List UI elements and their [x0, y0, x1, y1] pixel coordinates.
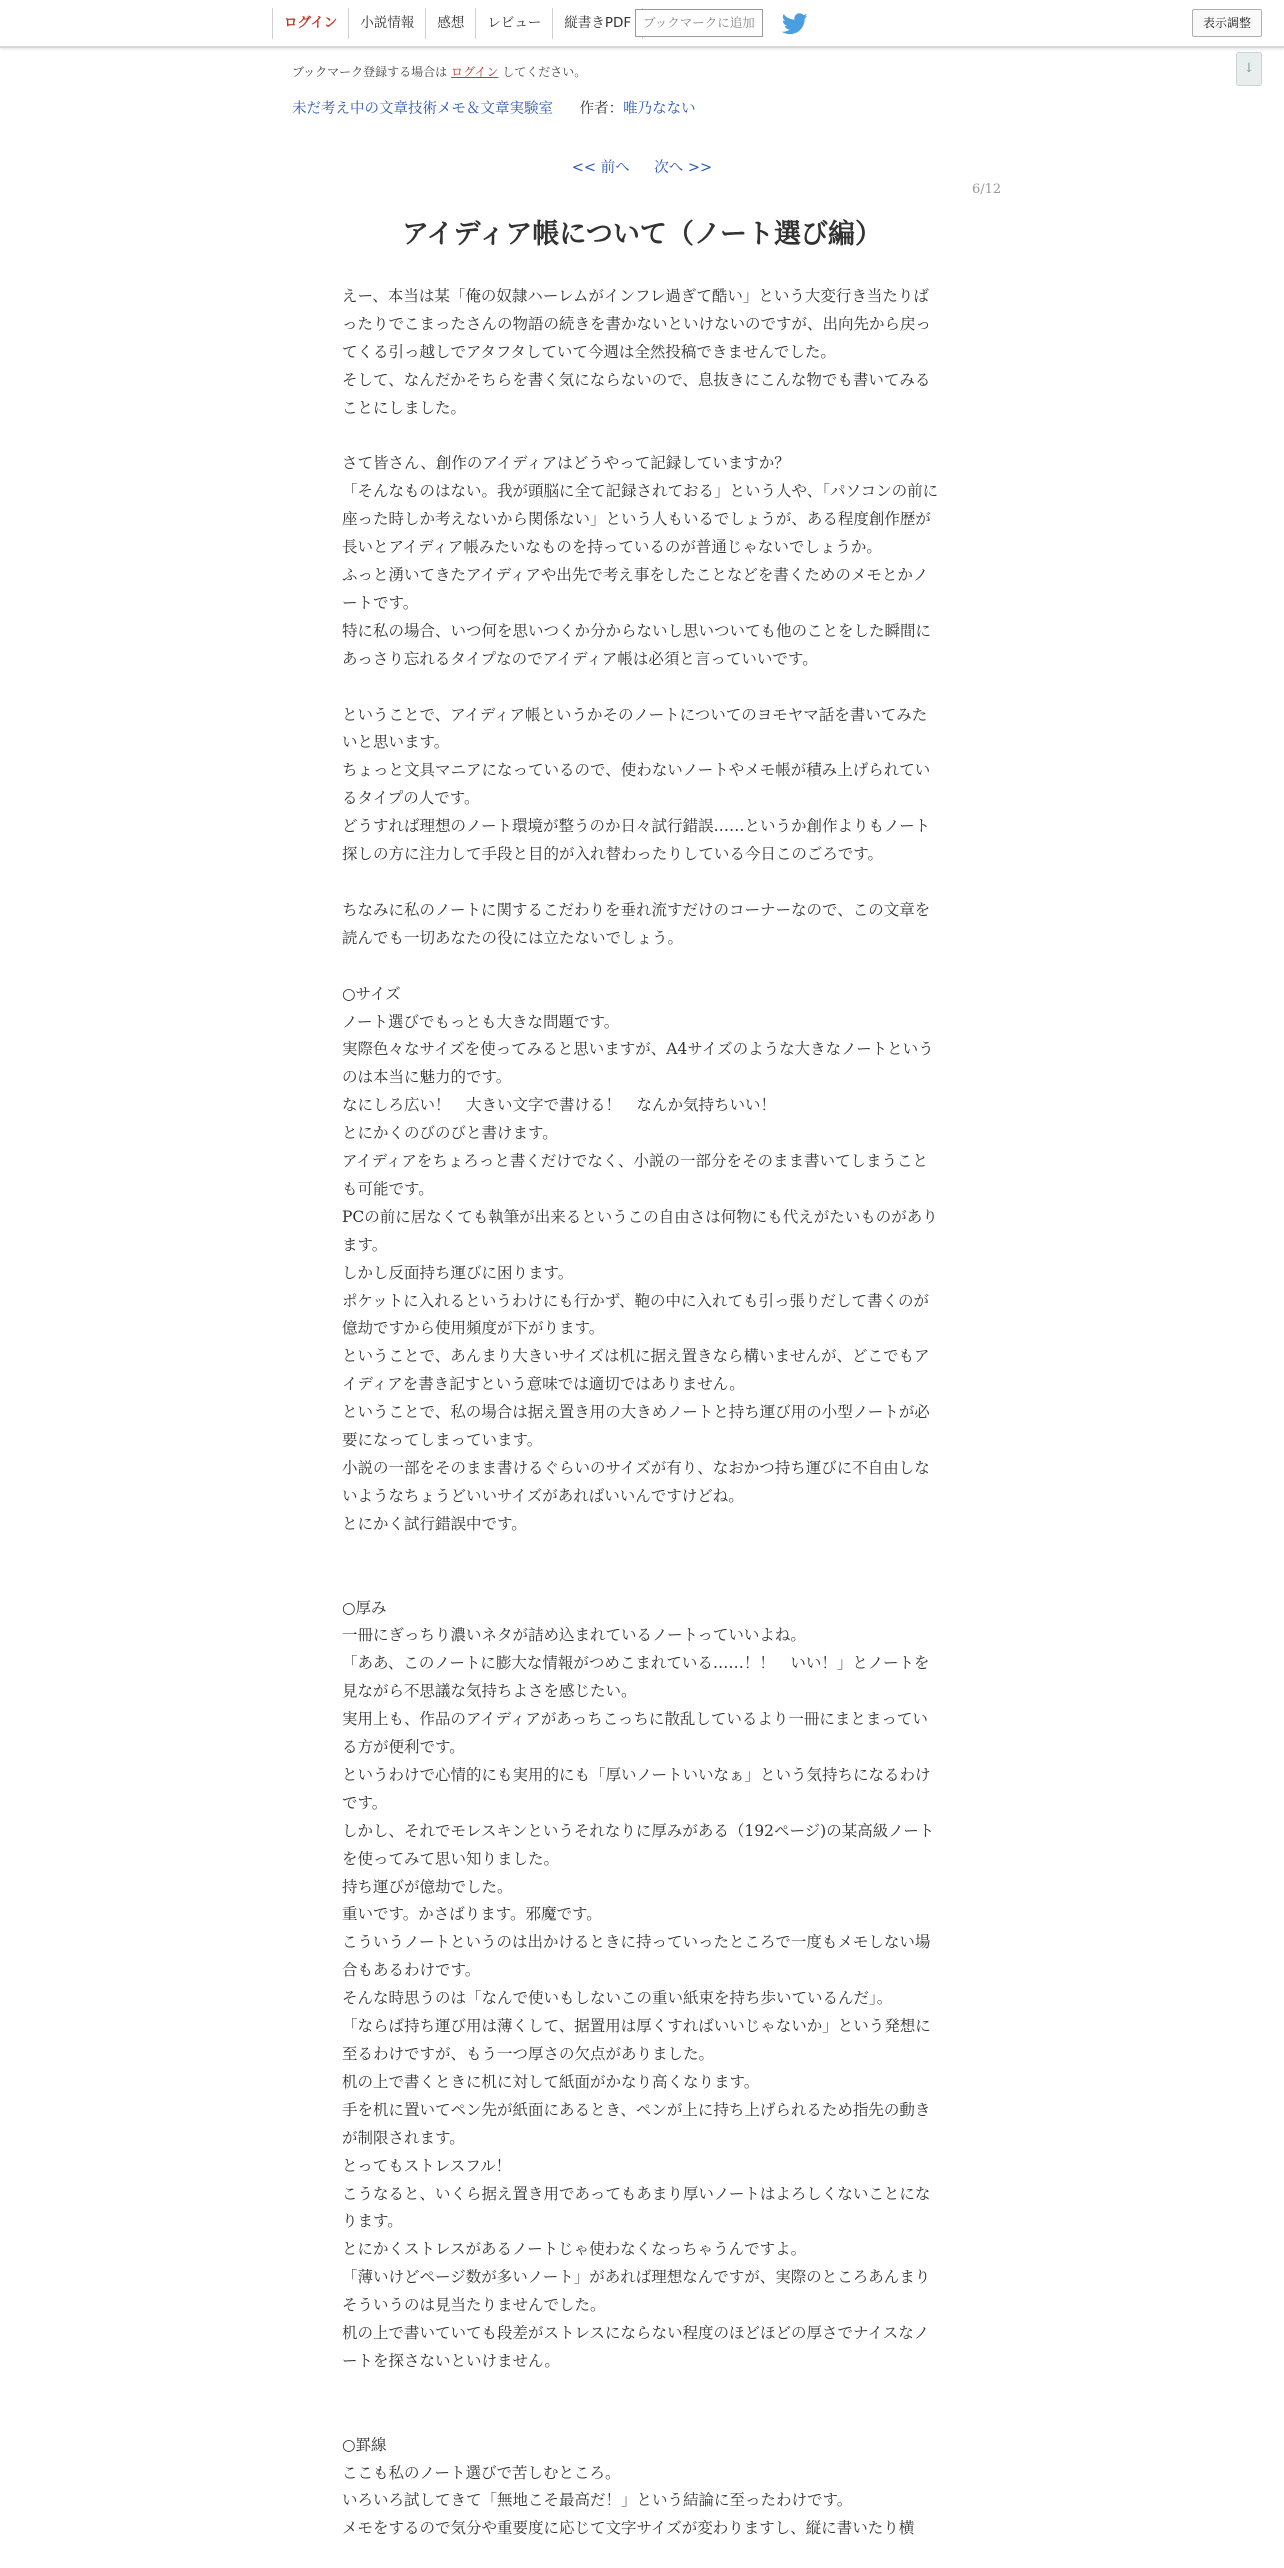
- body-paragraph: ここも私のノート選びで苦しむところ。: [342, 2463, 621, 2482]
- body-paragraph: ちなみに私のノートに関するこだわりを垂れ流すだけのコーナーなので、この文章を読んでも一切あなたの役には立たないでしょう。: [342, 900, 931, 947]
- blank-line: [342, 869, 942, 897]
- body-paragraph: 一冊にぎっちり濃いネタが詰め込まれているノートっていいよね。: [342, 1626, 806, 1645]
- body-paragraph: とにかくストレスがあるノートじゃ使わなくなっちゃうんですよ。: [342, 2240, 807, 2259]
- body-paragraph: こうなると、いくら据え置き用であってもあまり厚いノートはよろしくないことになります。: [342, 2184, 931, 2231]
- body-paragraph: いろいろ試してきて「無地こそ最高だ！」という結論に至ったわけです。: [342, 2491, 853, 2510]
- body-paragraph: どうすれば理想のノート環境が整うのか日々試行錯誤……というか創作よりもノート探しの方に注力して手段と目的が入れ替わったりしている今日このごろです。: [342, 817, 931, 864]
- body-paragraph: ○サイズ: [342, 984, 401, 1003]
- body-paragraph: 「薄いけどページ数が多いノート」があれば理想なんですが、実際のところあんまりそういうのは見当たりませんでした。: [342, 2268, 931, 2315]
- body-paragraph: とにかく試行錯誤中です。: [342, 1514, 527, 1533]
- chapter-count: 6/12: [972, 182, 1002, 197]
- body-paragraph: しかし、それでモレスキンというそれなりに厚みがある（192ページ)の某高級ノートを使ってみて思い知りました。: [342, 1821, 935, 1868]
- body-paragraph: 手を机に置いてペン先が紙面にあるとき、ペンが上に持ち上げられるため指先の動きが制限されます。: [342, 2100, 931, 2147]
- body-paragraph: 実際色々なサイズを使ってみると思いますが、A4サイズのような大きなノートというのは本当に魅力的です。: [342, 1040, 934, 1087]
- body-paragraph: 持ち運びが億劫でした。: [342, 1877, 513, 1896]
- nav-review[interactable]: レビュー: [475, 8, 552, 39]
- body-paragraph: ということで、あんまり大きいサイズは机に据え置きなら構いませんが、どこでもアイディアを書き記すという意味では適切ではありません。: [342, 1347, 930, 1394]
- bookmark-notice-suffix: してください。: [502, 65, 587, 79]
- display-settings-button[interactable]: 表示調整: [1192, 9, 1262, 37]
- blank-line: [342, 2404, 942, 2432]
- body-paragraph: ちょっと文具マニアになっているので、使わないノートやメモ帳が積み上げられているタイプの人です。: [342, 761, 931, 808]
- twitter-icon[interactable]: [782, 13, 808, 35]
- blank-line: [342, 1567, 942, 1595]
- body-paragraph: なにしろ広い！ 大きい文字で書ける！ なんか気持ちいい！: [342, 1096, 777, 1115]
- scroll-down-button[interactable]: ↓: [1236, 52, 1262, 86]
- body-paragraph: ふっと湧いてきたアイディアや出先で考え事をしたことなどを書くためのメモとかノートです。: [342, 566, 929, 612]
- body-paragraph: しかし反面持ち運びに困ります。: [342, 1263, 574, 1282]
- body-paragraph: えー、本当は某「俺の奴隷ハーレムがインフレ過ぎて酷い」という大変行き当たりばったりでこまったさんの物語の続きを書かないといけないのですが、出向先から戻ってくる引っ越しでアタフタしていて今週は全然投稿できませんでした。: [342, 287, 932, 361]
- body-paragraph: 「そんなものはない。我が頭脳に全て記録されておる」という人や、「パソコンの前に座った時しか考えないから関係ない」という人もいるでしょうが、ある程度創作歴が長いとアイディア帳みたいなものを持っているのが普通じゃないでしょうか。: [342, 482, 939, 557]
- body-paragraph: ○罫線: [342, 2435, 387, 2454]
- body-paragraph: ○厚み: [342, 1598, 387, 1617]
- body-paragraph: 小説の一部をそのまま書けるぐらいのサイズが有り、なおかつ持ち運びに不自由しないようなちょうどいいサイズがあればいいんですけどね。: [342, 1459, 930, 1505]
- bookmark-login-notice: [292, 63, 586, 80]
- blank-line: [342, 423, 942, 451]
- nav-impressions[interactable]: 感想: [425, 8, 475, 39]
- chapter-pager: [0, 156, 1284, 177]
- body-paragraph: そして、なんだかそちらを書く気にならないので、息抜きにこんな物でも書いてみることにしました。: [342, 370, 931, 417]
- body-paragraph: PCの前に居なくても執筆が出来るというこの自由さは何物にも代えがたいものがあります。: [342, 1207, 938, 1254]
- blank-line: [342, 2376, 942, 2404]
- nav-novel-info[interactable]: 小説情報: [348, 8, 425, 39]
- body-paragraph: とにかくのびのびと書けます。: [342, 1124, 558, 1143]
- body-paragraph: 実用上も、作品のアイディアがあっちこっちに散乱しているより一冊にまとまっている方が便利です。: [342, 1710, 928, 1757]
- body-paragraph: 「ならば持ち運び用は薄くして、据置用は厚くすればいいじゃないか」という発想に至るわけですが、もう一つ厚さの欠点がありました。: [342, 2017, 931, 2063]
- body-paragraph: ということで、アイディア帳というかそのノートについてのヨモヤマ話を書いてみたいと思います。: [342, 705, 928, 752]
- body-paragraph: さて皆さん、創作のアイディアはどうやって記録していますか？: [342, 454, 790, 473]
- chapter-body: [342, 283, 942, 2543]
- body-paragraph: こういうノートというのは出かけるときに持っていったところで一度もメモしない場合もあるわけです。: [342, 1933, 931, 1980]
- prev-chapter-link[interactable]: << 前へ: [571, 160, 630, 176]
- body-paragraph: ということで、私の場合は据え置き用の大きめノートと持ち運び用の小型ノートが必要になってしまっています。: [342, 1403, 930, 1450]
- add-bookmark-button[interactable]: ブックマークに追加: [635, 9, 763, 37]
- body-paragraph: 「ああ、このノートに膨大な情報がつめこまれている……！！ いい！」とノートを見ながら不思議な気持ちよさを感じたい。: [342, 1654, 930, 1701]
- novel-title-link[interactable]: 未だ考え中の文章技術メモ＆文章実験室: [292, 101, 553, 117]
- body-paragraph: というわけで心情的にも実用的にも「厚いノートいいなぁ」という気持ちになるわけです。: [342, 1765, 931, 1812]
- bookmark-notice-login-link[interactable]: ログイン: [451, 65, 499, 79]
- blank-line: [342, 674, 942, 702]
- body-paragraph: 重いです。かさばります。邪魔です。: [342, 1905, 602, 1924]
- body-paragraph: メモをするので気分や重要度に応じて文字サイズが変わりますし、縦に書いたり横: [342, 2519, 915, 2538]
- blank-line: [342, 1539, 942, 1567]
- top-navigation-bar: [0, 0, 1284, 48]
- body-paragraph: ノート選びでもっとも大きな問題です。: [342, 1012, 620, 1031]
- body-paragraph: 特に私の場合、いつ何を思いつくか分からないし思いついても他のことをした瞬間にあっさり忘れるタイプなのでアイディア帳は必須と言っていいです。: [342, 621, 932, 668]
- body-paragraph: とってもストレスフル！: [342, 2156, 512, 2175]
- body-paragraph: 机の上で書くときに机に対して紙面がかなり高くなります。: [342, 2072, 760, 2091]
- nav-login[interactable]: ログイン: [272, 8, 348, 39]
- author-label: 作者：: [579, 101, 624, 117]
- body-paragraph: 机の上で書いていても段差がストレスにならない程度のほどほどの厚さでナイスなノートを探さないといけません。: [342, 2324, 930, 2370]
- body-paragraph: そんな時思うのは「なんで使いもしないこの重い紙束を持ち歩いているんだ」。: [342, 1989, 893, 2008]
- bookmark-notice-prefix: ブックマーク登録する場合は: [292, 65, 448, 79]
- chapter-title: アイディア帳について（ノート選び編）: [401, 219, 883, 250]
- author-link[interactable]: 唯乃なない: [623, 101, 696, 117]
- nav-menu: [272, 8, 643, 39]
- novel-header: [292, 97, 696, 118]
- nav-vertical-pdf[interactable]: 縦書きPDF: [552, 8, 643, 39]
- body-paragraph: ポケットに入れるというわけにも行かず、鞄の中に入れても引っ張りだして書くのが億劫ですから使用頻度が下がります。: [342, 1291, 929, 1338]
- blank-line: [342, 953, 942, 981]
- next-chapter-link[interactable]: 次へ >>: [654, 160, 713, 176]
- body-paragraph: アイディアをちょろっと書くだけでなく、小説の一部分をそのまま書いてしまうことも可能です。: [342, 1152, 929, 1198]
